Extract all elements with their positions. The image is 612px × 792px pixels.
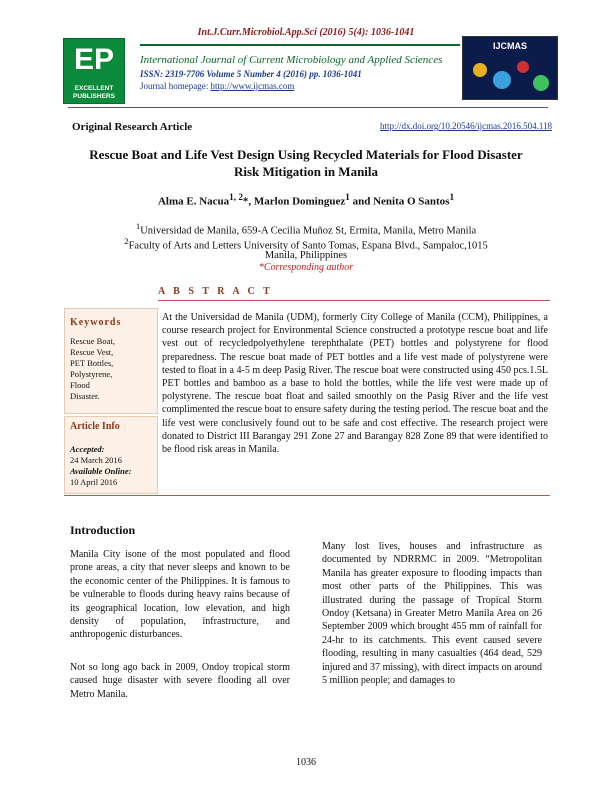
body-left-para-2: Not so long ago back in 2009, Ondoy tropical storm caused huge disaster with severe flooding all over Metro Manila. — [70, 662, 290, 700]
cover-graphic — [517, 61, 529, 73]
journal-issn: ISSN: 2319-7706 Volume 5 Number 4 (2016) pp. 1036-1041 — [140, 69, 362, 79]
homepage-link[interactable]: http://www.ijcmas.com — [210, 81, 295, 91]
accepted-date: 24 March 2016 — [70, 455, 122, 465]
affiliation-2: $^2$Faculty of Arts and Letters University of Santo Tomas, Espana Blvd., Sampaloc,1015 — [124, 236, 488, 252]
keywords-heading: Keywords — [70, 317, 122, 328]
keywords-list — [70, 336, 115, 402]
authors: Alma E. Nacua$^{1, 2}$*, Marlon Dominguez$^1$ and Nenita O Santos$^1$ — [157, 192, 455, 208]
logo-letters: EP — [73, 43, 115, 76]
body-left-para-1: Manila City isone of the most populated and flood prone areas, a city that never sleeps and known to be the economic center of the Philippines. It is famous to be vulnerable to floods during heavy rains because of its geographical location, low elevation, and high density of population, infrastructure, and anthropogenic disturbances. — [70, 549, 290, 641]
abstract-rule — [158, 300, 550, 301]
publisher-logo — [63, 38, 125, 104]
body-right-para: Many lost lives, houses and infrastructure as documented by NDRRMC in 2009. “Metropolitan Manila has greater exposure to flooding impacts than most other parts of the Philippines. This was illustrated during the passage of Tropical Storm Ondoy (Ketsana) in Greater Metro Manila Area on 26 September 2009 which brought 455 mm of rainfall for 24-hr to its catchments. This event caused severe flooding, resulting in many casualties (464 dead, 529 injured and 37 missing), with direct impacts on around 5 million people; and damages to — [322, 541, 542, 687]
keyword: PET Bottles, — [70, 358, 114, 368]
abstract-heading: A B S T R A C T — [158, 286, 273, 297]
header-divider — [68, 107, 548, 108]
cover-graphic — [473, 63, 487, 77]
article-info-dates — [70, 444, 131, 488]
cover-graphic — [533, 75, 549, 91]
homepage-label: Journal homepage: — [140, 81, 211, 91]
affiliation-2-cont: Manila, Philippines — [264, 250, 348, 261]
corresponding-author: *Corresponding author — [258, 262, 354, 273]
keyword: Disaster. — [70, 391, 100, 401]
abstract-bottom-rule — [64, 495, 550, 496]
abstract-text: At the Universidad de Manila (UDM), formerly City College of Manila (CCM), Philippines, a course research project for Environmental Science constructed a prototype rescue boat and life vest out of recycledpolyethylene terephthalate (PET) bottles and polystyrene for flood preparedness. The rescue boat made of PET bottles and a life vest made of polystyrene were tested to float in a 4-5 m deep Pasig River. The rescue boat were constructed using 450 pcs.1.5L PET bottles and bamboo as a base to hold the bottles, while the life vest were made up of polystyrene. The rescue boat float and sailed smoothly on the Pasig River and the life vest complimented the rescue boat to ensure safety during the testing period. The rescue boat and the life vest were conclusively found out to be safe and cost effective. The research project were donated to District III Barangay 291 Zone 27 and Barangay 828 Zone 89 that were identified to be flood risk areas in Manila. — [162, 312, 548, 456]
article-info-heading: Article Info — [70, 421, 120, 432]
page-number: 1036 — [296, 757, 316, 768]
header-rule — [140, 44, 460, 46]
logo-text: EXCELLENT PUBLISHERS — [73, 85, 115, 100]
journal-homepage — [140, 81, 294, 91]
keyword: Polystyrene, — [70, 369, 113, 379]
keyword: Rescue Vest, — [70, 347, 114, 357]
section-heading-introduction: Introduction — [70, 523, 136, 537]
online-date: 10 April 2016 — [70, 477, 118, 487]
doi-link[interactable]: http://dx.doi.org/10.20546/ijcmas.2016.504.118 — [380, 121, 552, 131]
keyword: Flood — [70, 380, 90, 390]
online-label: Available Online: — [70, 466, 132, 476]
journal-cover-image — [462, 36, 558, 100]
journal-name: International Journal of Current Microbiology and Applied Sciences — [140, 54, 443, 66]
article-type: Original Research Article — [72, 121, 193, 133]
accepted-label: Accepted: — [70, 444, 105, 454]
affiliation-1: $^1$Universidad de Manila, 659-A Cecilia Muñoz St, Ermita, Manila, Metro Manila — [135, 221, 477, 237]
running-head: Int.J.Curr.Microbiol.App.Sci (2016) 5(4): 1036-1041 — [197, 27, 415, 38]
keyword: Rescue Boat, — [70, 336, 115, 346]
cover-graphic — [493, 71, 511, 89]
cover-title: IJCMAS — [492, 41, 527, 51]
paper-title: Rescue Boat and Life Vest Design Using Recycled Materials for Flood Disaster Risk Mitigation in Manila — [89, 147, 523, 179]
